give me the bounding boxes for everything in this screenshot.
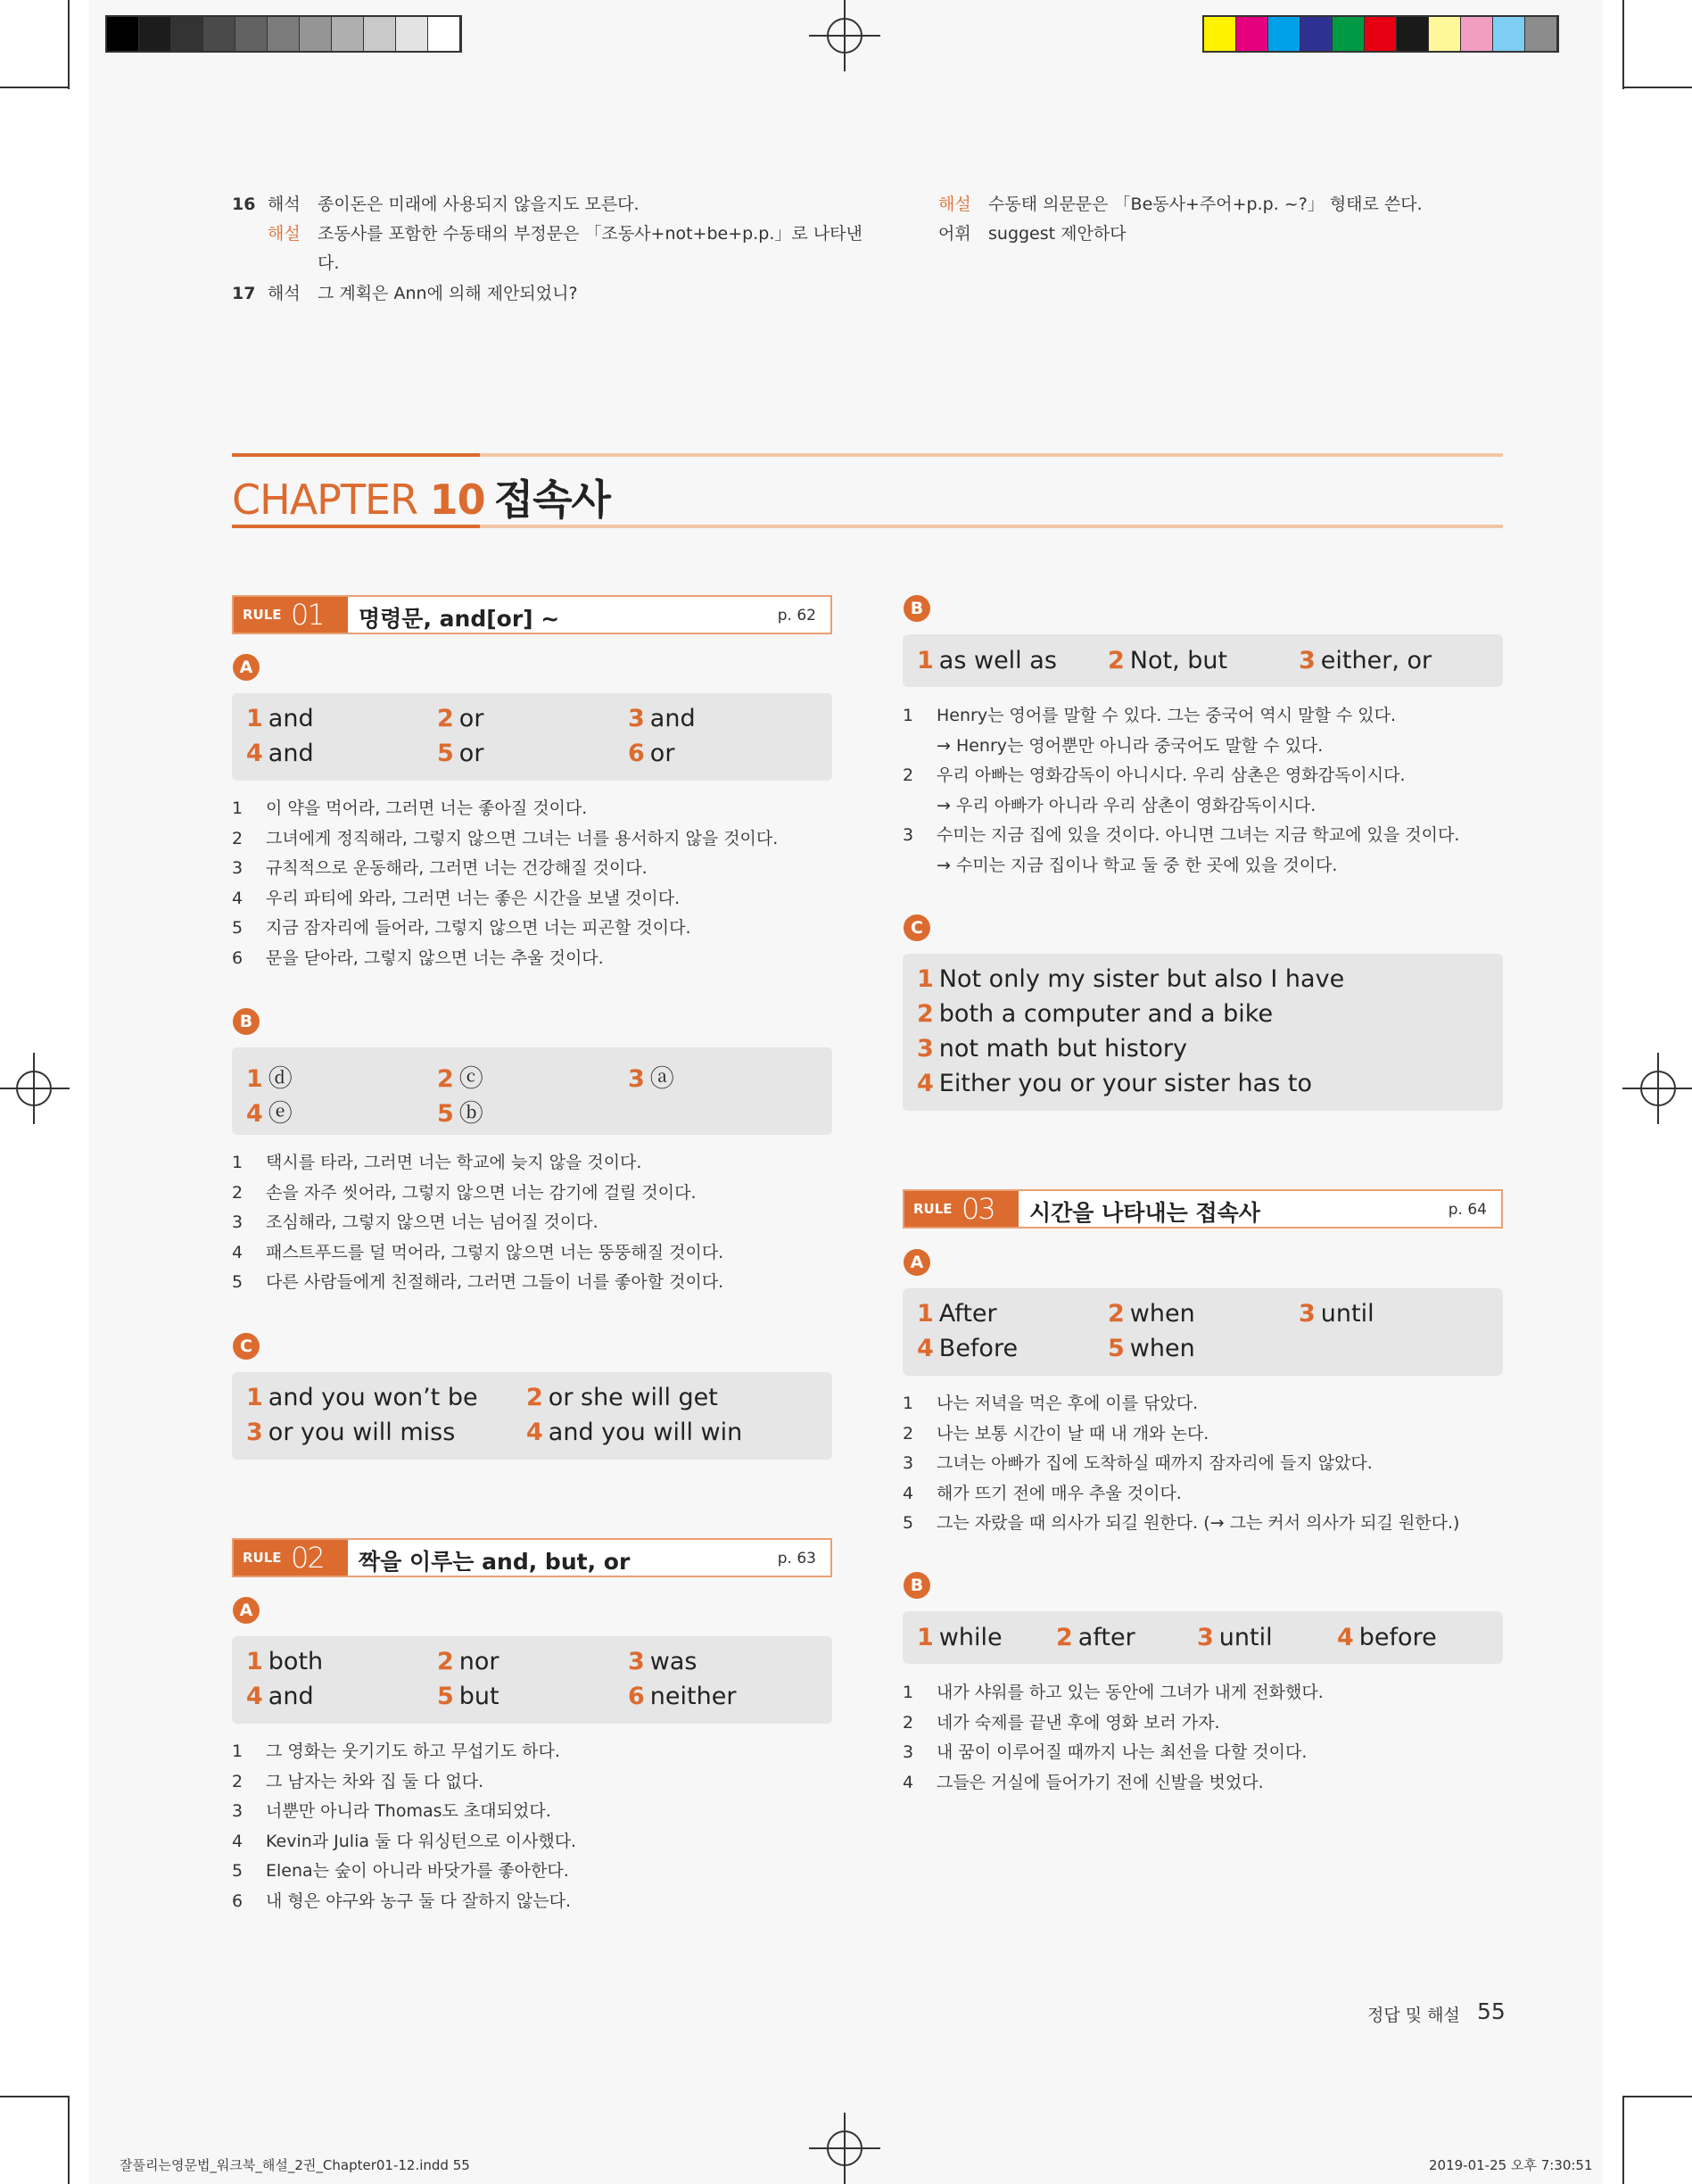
answer-box: [232, 693, 832, 781]
line-text: 너뿐만 아니라 Thomas도 초대되었다.: [266, 1801, 551, 1821]
translation-line: [903, 1389, 1459, 1419]
color-swatch: [300, 17, 332, 51]
note-label: 해석: [268, 284, 301, 303]
section-badge-b: B: [904, 1572, 930, 1599]
translation-line: [903, 1708, 1324, 1739]
line-number: 4: [232, 1242, 243, 1262]
line-number: 2: [903, 1712, 914, 1733]
rule-number: 02: [291, 1541, 324, 1575]
line-text: 그들은 거실에 들어가기 전에 신발을 벗었다.: [937, 1772, 1264, 1792]
translation-line: [903, 1678, 1324, 1708]
translation-line: [232, 1797, 576, 1827]
translation-line: [903, 1509, 1459, 1539]
color-swatch: [1461, 17, 1493, 51]
answer-item: 4 and you will win: [526, 1419, 743, 1446]
crop-mark: [68, 2096, 70, 2184]
note-text: suggest 제안하다: [988, 224, 1127, 244]
crop-mark: [1622, 0, 1624, 89]
line-text: 해가 뜨기 전에 매우 추울 것이다.: [937, 1483, 1182, 1503]
line-number: 1: [903, 1683, 914, 1702]
answer-item: 1 Not only my sister but also I have: [917, 965, 1345, 993]
crop-mark: [0, 87, 70, 88]
answer-item: 4 and: [246, 740, 314, 767]
line-number: 3: [903, 825, 914, 845]
line-text: 내 꿈이 이루어질 때까지 나는 최선을 다할 것이다.: [937, 1742, 1308, 1762]
answer-item: 2 after: [1056, 1624, 1135, 1651]
chapter-word: CHAPTER: [232, 476, 418, 524]
translation-line: [903, 1768, 1324, 1799]
answer-item: 6 or: [628, 740, 675, 767]
line-text: 우리 파티에 와라, 그러면 너는 좋은 시간을 보낼 것이다.: [266, 888, 681, 908]
line-text: Elena는 숲이 아니라 바닷가를 좋아한다.: [266, 1861, 569, 1881]
crop-mark: [1622, 2096, 1624, 2184]
line-number: 1: [232, 798, 243, 818]
line-text: 손을 자주 씻어라, 그렇지 않으면 너는 감기에 걸릴 것이다.: [266, 1182, 697, 1203]
line-number: 4: [232, 888, 243, 908]
chapter-rule-line: [232, 525, 1503, 528]
translation-line: [232, 1767, 576, 1798]
note-label: 해석: [268, 194, 301, 214]
line-number: 1: [232, 1741, 243, 1761]
answer-item: 5 but: [437, 1683, 499, 1710]
line-number: 2: [232, 828, 243, 848]
chapter-title-ko: 접속사: [493, 476, 610, 524]
color-swatch: [203, 17, 235, 51]
rule-title: 짝을 이루는 and, but, or: [359, 1549, 631, 1575]
rule-tag-label: RULE: [243, 1550, 282, 1566]
translation-line: [903, 1738, 1324, 1768]
note-text: 다.: [318, 253, 340, 273]
translation-line: [232, 824, 778, 855]
rule-page-ref: p. 64: [1448, 1201, 1487, 1219]
translation-line: [232, 1238, 723, 1269]
section-badge-a: A: [904, 1249, 930, 1276]
chapter-heading: [232, 453, 1503, 529]
line-text: → 수미는 지금 집이나 학교 둘 중 한 곳에 있을 것이다.: [937, 855, 1338, 875]
color-swatch: [1525, 17, 1557, 51]
answer-item: 2 Not, but: [1108, 647, 1228, 674]
note-text: 수동태 의문문은 「Be동사+주어+p.p. ~?」 형태로 쓴다.: [988, 194, 1423, 214]
chapter-title: [232, 467, 610, 526]
rule-tag: [234, 597, 348, 633]
section-badge-c: C: [233, 1333, 260, 1360]
translation-line: [903, 732, 1459, 762]
slug-filename: 잘풀리는영문법_워크북_해설_2권_Chapter01-12.indd 55: [120, 2157, 470, 2173]
line-number: 3: [232, 1801, 243, 1821]
answer-item: 4 and: [246, 1683, 314, 1710]
color-swatch: [139, 17, 171, 51]
section-badge-b: B: [904, 595, 930, 622]
answer-item: 1 and: [246, 705, 314, 732]
translation-line: [232, 1148, 723, 1179]
color-swatch: [107, 17, 139, 51]
section-badge-b: B: [233, 1008, 260, 1035]
translation-line: [232, 854, 778, 884]
translation-list: [903, 701, 1459, 881]
line-number: 5: [903, 1513, 914, 1533]
registration-mark: [1622, 1053, 1692, 1124]
registration-mark: [809, 2113, 880, 2184]
translation-line: [232, 914, 778, 944]
translation-list: [232, 794, 778, 973]
line-number: 1: [232, 1153, 243, 1172]
line-text: 택시를 타라, 그러면 너는 학교에 늦지 않을 것이다.: [266, 1153, 642, 1172]
rule-title: 명령문, and[or] ~: [359, 606, 560, 632]
color-swatch: [1397, 17, 1429, 51]
color-swatch: [171, 17, 203, 51]
line-text: 그녀에게 정직해라, 그렇지 않으면 그녀는 너를 용서하지 않을 것이다.: [266, 828, 779, 848]
rule-tag: [234, 1540, 348, 1576]
answer-item: 5 or: [437, 740, 484, 767]
translation-list: [903, 1678, 1324, 1798]
registration-mark: [0, 1053, 70, 1124]
answer-item: 4 Either you or your sister has to: [917, 1070, 1312, 1097]
line-number: 5: [232, 1861, 243, 1881]
color-swatch: [332, 17, 364, 51]
translation-line: [232, 944, 778, 974]
line-text: 나는 저녁을 먹은 후에 이를 닦았다.: [937, 1394, 1199, 1413]
crop-mark: [1622, 2096, 1692, 2097]
line-text: 우리 아빠는 영화감독이 아니시다. 우리 삼촌은 영화감독이시다.: [937, 765, 1406, 785]
section-badge-c: C: [904, 914, 930, 941]
translation-line: [232, 1208, 723, 1238]
answer-item: 3 until: [1299, 1300, 1374, 1328]
answer-item: 3 and: [628, 705, 696, 732]
translation-line: [903, 791, 1459, 822]
translation-line: [232, 1857, 576, 1887]
answer-item: 2 or she will get: [526, 1384, 718, 1411]
line-number: 2: [903, 765, 914, 785]
rule-number: 01: [291, 598, 324, 632]
line-text: Kevin과 Julia 둘 다 워싱턴으로 이사했다.: [266, 1831, 577, 1851]
color-swatch-bar: [1202, 15, 1559, 53]
translation-line: [903, 851, 1459, 881]
line-text: 내가 샤워를 하고 있는 동안에 그녀가 내게 전화했다.: [937, 1683, 1324, 1702]
note-line: [232, 249, 339, 278]
answer-item: 1 as well as: [917, 647, 1057, 674]
answer-item: 1 ⓓ: [246, 1065, 293, 1093]
line-number: 3: [232, 858, 243, 878]
note-label: 해설: [268, 224, 301, 244]
line-number: 2: [232, 1771, 243, 1791]
translation-line: [232, 1179, 723, 1209]
color-swatch: [1236, 17, 1268, 51]
line-number: 2: [903, 1423, 914, 1444]
color-swatch: [428, 17, 460, 51]
answer-item: 2 ⓒ: [437, 1065, 483, 1093]
line-text: 지금 잠자리에 들어라, 그렇지 않으면 너는 피곤할 것이다.: [266, 918, 691, 938]
rule-header-02: [232, 1538, 832, 1577]
answer-item: 6 neither: [628, 1683, 737, 1710]
answer-item: 3 until: [1197, 1624, 1273, 1651]
translation-line: [903, 1479, 1459, 1510]
rule-number: 03: [962, 1192, 995, 1226]
answer-item: 3 ⓐ: [628, 1065, 674, 1093]
translation-list: [903, 1389, 1459, 1539]
answer-item: 3 was: [628, 1648, 697, 1675]
line-number: 6: [232, 1890, 243, 1911]
rule-header-03: [903, 1189, 1503, 1228]
color-swatch: [268, 17, 300, 51]
line-text: 그 영화는 웃기기도 하고 무섭기도 하다.: [266, 1741, 560, 1761]
line-text: → 우리 아빠가 아니라 우리 삼촌이 영화감독이시다.: [937, 795, 1316, 815]
answer-item: 4 ⓔ: [246, 1100, 293, 1128]
line-text: 조심해라, 그렇지 않으면 너는 넘어질 것이다.: [266, 1212, 598, 1232]
line-number: 5: [232, 1272, 243, 1292]
color-swatch: [1204, 17, 1236, 51]
footer-label: 정답 및 해설: [1367, 2006, 1460, 2025]
color-swatch: [1268, 17, 1300, 51]
gray-swatch-bar: [105, 15, 462, 53]
color-swatch: [1365, 17, 1397, 51]
translation-line: [232, 794, 778, 824]
line-number: 3: [903, 1742, 914, 1762]
answer-item: 3 or you will miss: [246, 1419, 456, 1446]
note-number: 16: [232, 194, 256, 214]
rule-tag-label: RULE: [913, 1201, 953, 1217]
answer-item: 3 not math but history: [917, 1035, 1188, 1063]
color-swatch: [1493, 17, 1525, 51]
answer-item: 2 both a computer and a bike: [917, 1000, 1274, 1028]
note-label: 해설: [938, 194, 971, 214]
translation-line: [903, 761, 1459, 791]
color-swatch: [1333, 17, 1365, 51]
note-text: 종이돈은 미래에 사용되지 않을지도 모른다.: [318, 194, 640, 214]
line-text: Henry는 영어를 말할 수 있다. 그는 중국어 역시 말할 수 있다.: [937, 706, 1396, 725]
slug-timestamp: 2019-01-25 오후 7:30:51: [1429, 2157, 1593, 2173]
line-number: 4: [903, 1772, 914, 1792]
rule-header-01: [232, 595, 832, 634]
translation-line: [903, 1449, 1459, 1479]
crop-mark: [0, 2096, 70, 2097]
line-number: 4: [232, 1831, 243, 1851]
note-text: 그 계획은 Ann에 의해 제안되었니?: [318, 284, 578, 303]
line-text: 다른 사람들에게 친절해라, 그러면 그들이 너를 좋아할 것이다.: [266, 1272, 724, 1292]
answer-item: 2 nor: [437, 1648, 499, 1675]
note-line: [938, 190, 1423, 219]
answer-item: 4 before: [1337, 1624, 1437, 1651]
line-number: 1: [903, 706, 914, 725]
line-text: → Henry는 영어뿐만 아니라 중국어도 말할 수 있다.: [937, 735, 1324, 756]
color-swatch: [396, 17, 428, 51]
crop-mark: [68, 0, 70, 89]
line-text: 문을 닫아라, 그렇지 않으면 너는 추울 것이다.: [266, 947, 604, 968]
answer-item: 3 either, or: [1299, 647, 1432, 674]
section-badge-a: A: [233, 1597, 260, 1624]
crop-mark: [1622, 87, 1692, 88]
color-swatch: [364, 17, 396, 51]
translation-line: [232, 884, 778, 914]
answer-item: 1 both: [246, 1648, 324, 1675]
answer-item: 1 and you won’t be: [246, 1384, 478, 1411]
answer-item: 2 or: [437, 705, 484, 732]
note-line: [232, 219, 863, 249]
answer-item: 5 ⓑ: [437, 1100, 483, 1128]
note-number: 17: [232, 284, 256, 303]
rule-tag-label: RULE: [243, 607, 282, 623]
answer-item: 1 while: [917, 1624, 1003, 1651]
rule-page-ref: p. 63: [777, 1550, 816, 1568]
line-text: 규칙적으로 운동해라, 그러면 너는 건강해질 것이다.: [266, 858, 648, 878]
chapter-number: 10: [429, 476, 485, 524]
line-text: 네가 숙제를 끝낸 후에 영화 보러 가자.: [937, 1712, 1220, 1733]
line-number: 2: [232, 1182, 243, 1203]
rule-tag: [904, 1191, 1019, 1227]
section-badge-a: A: [233, 654, 260, 681]
answer-item: 2 when: [1108, 1300, 1195, 1328]
registration-mark: [809, 0, 880, 71]
line-text: 수미는 지금 집에 있을 것이다. 아니면 그녀는 지금 학교에 있을 것이다.: [937, 825, 1460, 845]
line-text: 이 약을 먹어라, 그러면 너는 좋아질 것이다.: [266, 798, 588, 818]
answer-box: [232, 1047, 832, 1135]
answer-item: 4 Before: [917, 1335, 1019, 1362]
line-number: 3: [232, 1212, 243, 1232]
rule-page-ref: p. 62: [777, 607, 816, 625]
line-number: 5: [232, 918, 243, 938]
line-number: 4: [903, 1483, 914, 1503]
line-text: 나는 보통 시간이 날 때 내 개와 논다.: [937, 1423, 1209, 1444]
rule-title: 시간을 나타내는 접속사: [1029, 1200, 1260, 1226]
color-swatch: [1429, 17, 1461, 51]
translation-line: [232, 1268, 723, 1298]
line-text: 그 남자는 차와 집 둘 다 없다.: [266, 1771, 484, 1791]
note-label: 어휘: [938, 224, 971, 244]
line-text: 패스트푸드를 덜 먹어라, 그렇지 않으면 너는 뚱뚱해질 것이다.: [266, 1242, 724, 1262]
answer-item: 5 when: [1108, 1335, 1195, 1362]
line-text: 그는 자랐을 때 의사가 되길 원한다. (→ 그는 커서 의사가 되길 원한다.): [937, 1513, 1460, 1533]
translation-line: [903, 1419, 1459, 1450]
line-text: 그녀는 아빠가 집에 도착하실 때까지 잠자리에 들지 않았다.: [937, 1453, 1373, 1473]
translation-line: [903, 701, 1459, 732]
line-number: 1: [903, 1394, 914, 1413]
note-text: 조동사를 포함한 수동태의 부정문은 「조동사+not+be+p.p.」로 나타낸: [318, 224, 863, 244]
chapter-rule-line: [232, 453, 1503, 457]
translation-line: [232, 1887, 576, 1917]
note-line: [938, 219, 1127, 249]
color-swatch: [1300, 17, 1333, 51]
answer-item: 1 After: [917, 1300, 997, 1328]
translation-line: [232, 1827, 576, 1857]
note-line: [232, 279, 578, 309]
note-line: [232, 190, 640, 219]
translation-line: [903, 821, 1459, 851]
translation-line: [232, 1737, 576, 1767]
line-number: 3: [903, 1453, 914, 1473]
page-number: 55: [1477, 1998, 1506, 2024]
line-text: 내 형은 야구와 농구 둘 다 잘하지 않는다.: [266, 1890, 571, 1911]
line-number: 6: [232, 947, 243, 968]
translation-list: [232, 1148, 723, 1298]
color-swatch: [235, 17, 268, 51]
translation-list: [232, 1737, 576, 1916]
